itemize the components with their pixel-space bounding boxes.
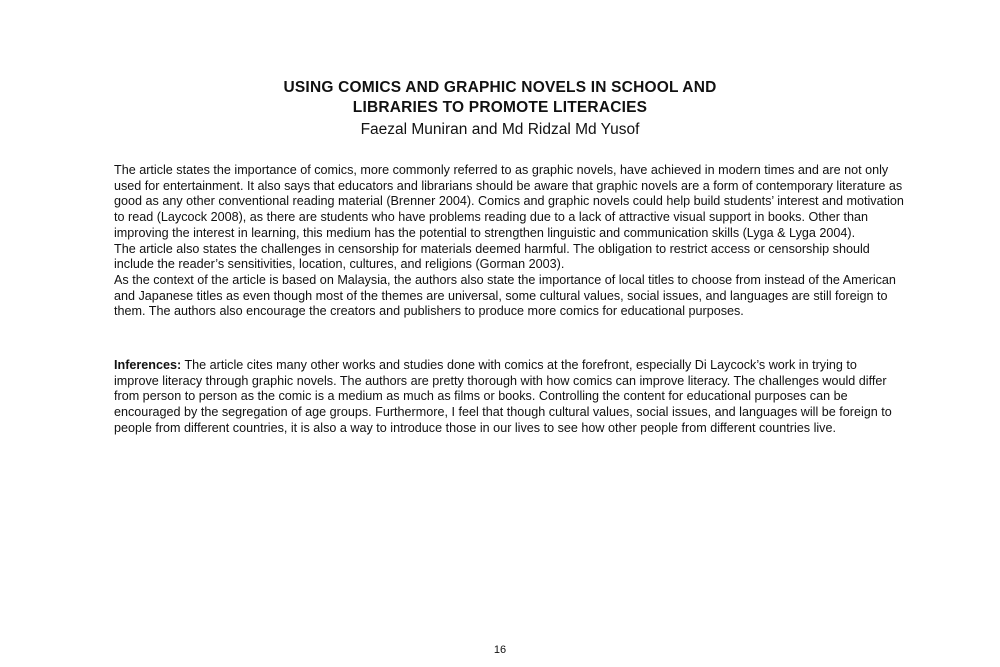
inferences-label: Inferences: [114,358,182,372]
article-summary [114,163,904,320]
page-title-line-2: LIBRARIES TO PROMOTE LITERACIES [352,99,648,116]
summary-paragraph-2: The article also states the challenges in censorship for materials deemed harmful. The obligation to restrict access or censorship should include the reader’s sensitivities, location, cultures, and religions (Gorman 2003). [114,241,870,272]
inferences-paragraph [114,358,904,437]
page-number: 16 [493,644,507,656]
summary-paragraph-1: The article states the importance of comics, more commonly referred to as graphic novels, have achieved in modern times and are not only used for entertainment. It also says that educators and librarians should be aware that graphic novels are a form of contemporary literature as good as any other conventional reading material (Brenner 2004). Comics and graphic novels could help build students’ interest and motivation to read (Laycock 2008), as there are students who have problems reading due to a lack of attractive visual support in books. Other than improving the interest in learning, this medium has the potential to strengthen linguistic and communication skills (Lyga & Lyga 2004). [114,163,904,240]
authors-line: Faezal Muniran and Md Ridzal Md Yusof [360,121,640,138]
title-block [0,78,1000,141]
summary-paragraph-3: As the context of the article is based on Malaysia, the authors also state the importance of local titles to choose from instead of the American and Japanese titles as even though most of the themes are universal, some cultural values, social issues, and languages are still foreign to them. The authors also encourage the creators and publishers to produce more comics for educational purposes. [114,272,896,319]
inferences-text: The article cites many other works and studies done with comics at the forefront, especially Di Laycock’s work in trying to improve literacy through graphic novels. The authors are pretty thorough with how comics can improve literacy. The challenges would differ from person to person as the comic is a medium as much as films or books. Controlling the content for educational purposes can be encouraged by the segregation of age groups. Furthermore, I feel that though cultural values, social issues, and languages will be foreign to people from different countries, it is also a way to introduce those in our lives to see how other people from different countries live. [114,358,892,435]
page-title-line-1: USING COMICS AND GRAPHIC NOVELS IN SCHOOL AND [283,79,717,96]
